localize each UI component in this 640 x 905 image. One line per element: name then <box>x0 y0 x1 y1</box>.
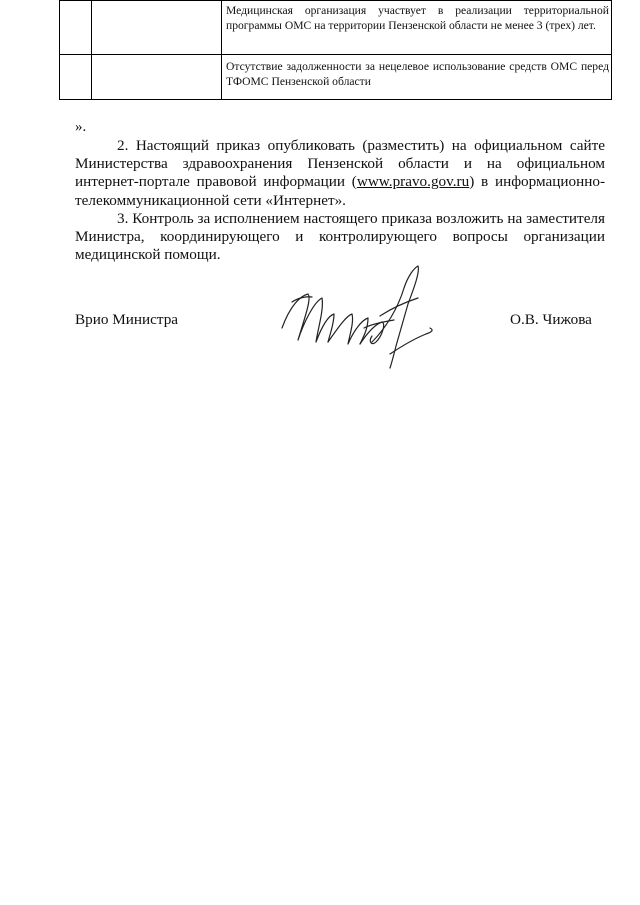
table-cell-number <box>60 1 92 55</box>
paragraph-control <box>75 210 605 265</box>
table-cell-requirement: Отсутствие задолженности за нецелевое использование средств ОМС перед ТФОМС Пензенской области <box>222 55 612 100</box>
criteria-table <box>59 0 612 100</box>
table-cell-number <box>60 55 92 100</box>
signatory-name: О.В. Чижова <box>510 311 592 328</box>
table-cell-criterion <box>92 55 222 100</box>
table-cell-criterion <box>92 1 222 55</box>
table-row <box>60 55 612 100</box>
closing-quote: ». <box>75 119 87 135</box>
signatory-position: Врио Министра <box>75 311 179 328</box>
table-cell-requirement: Медицинская организация участвует в реализации территориальной программы ОМС на территории Пензенской области не менее 3 (трех) лет. <box>222 1 612 55</box>
paragraph-text: 2. Настоящий приказ опубликовать (разместить) на официальном сайте Министерства здравоохранения Пензенской области и на официальном интернет-портале правовой информации ( <box>75 137 605 191</box>
paragraph-publication <box>75 137 605 210</box>
paragraph-text: 3. Контроль за исполнением настоящего приказа возложить на заместителя Министра, координирующего и контролирующего вопросы организации медицинской помощи. <box>75 210 605 264</box>
handwritten-signature <box>268 258 438 378</box>
table-row <box>60 1 612 55</box>
paragraph-text: ) в информационно-телекоммуникационной сети «Интернет». <box>75 173 606 209</box>
pravo-gov-link[interactable]: www.pravo.gov.ru <box>356 173 470 191</box>
